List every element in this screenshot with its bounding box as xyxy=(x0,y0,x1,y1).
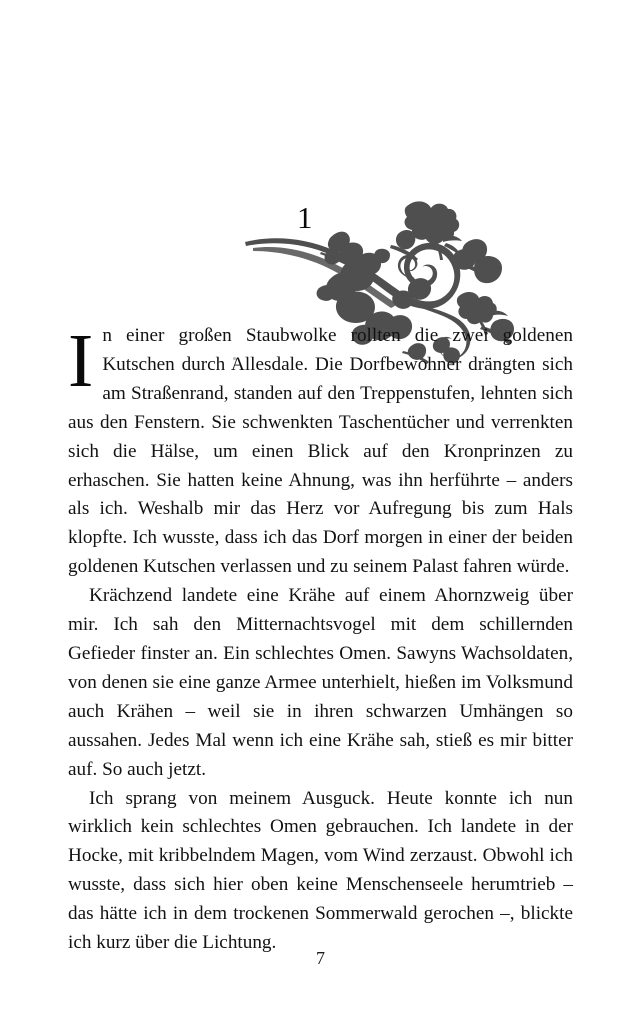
page-number: 7 xyxy=(316,948,325,968)
paragraph-1: In einer großen Staubwolke rollten die zwei goldenen Kutschen durch Allesdale. Die Dorfbewohner drängten sich am Straßenrand, standen auf den Treppenstufen, lehnten sich aus den Fenstern. Sie schwenkten Taschentücher und verrenkten sich die Hälse, um einen Blick auf den Kronprinzen zu erhaschen. Sie hatten keine Ahnung, was ihn herführte – anders als ich. Weshalb mir das Herz vor Aufregung bis zum Hals klopfte. Ich wusste, dass ich das Dorf morgen in einer der beiden goldenen Kutschen verlassen und zu seinem Palast fahren würde. xyxy=(68,319,573,578)
chapter-heading xyxy=(0,92,641,287)
chapter-number: 1 xyxy=(297,200,313,235)
chapter-body xyxy=(68,319,573,958)
paragraph-2: Krächzend landete eine Krähe auf einem Ahornzweig über mir. Ich sah den Mitternachtsvogel mit dem schillernden Gefieder finster an. Ein schlechtes Omen. Sawyns Wachsoldaten, von denen sie eine ganze Armee unterhielt, hießen im Volksmund auch Krähen – weil sie in ihren schwarzen Umhängen so aussahen. Jedes Mal wenn ich eine Krähe sah, stieß es mir bitter auf. So auch jetzt. xyxy=(68,585,573,780)
paragraph-3: Ich sprang von meinem Ausguck. Heute konnte ich nun wirklich kein schlechtes Omen gebrauchen. Ich landete in der Hocke, mit kribbelndem Magen, vom Wind zerzaust. Obwohl ich wusste, dass sich hier oben keine Menschenseele herumtrieb – das hätte ich in dem trockenen Sommerwald gerochen –, blickte ich kurz über die Lichtung. xyxy=(68,787,573,954)
